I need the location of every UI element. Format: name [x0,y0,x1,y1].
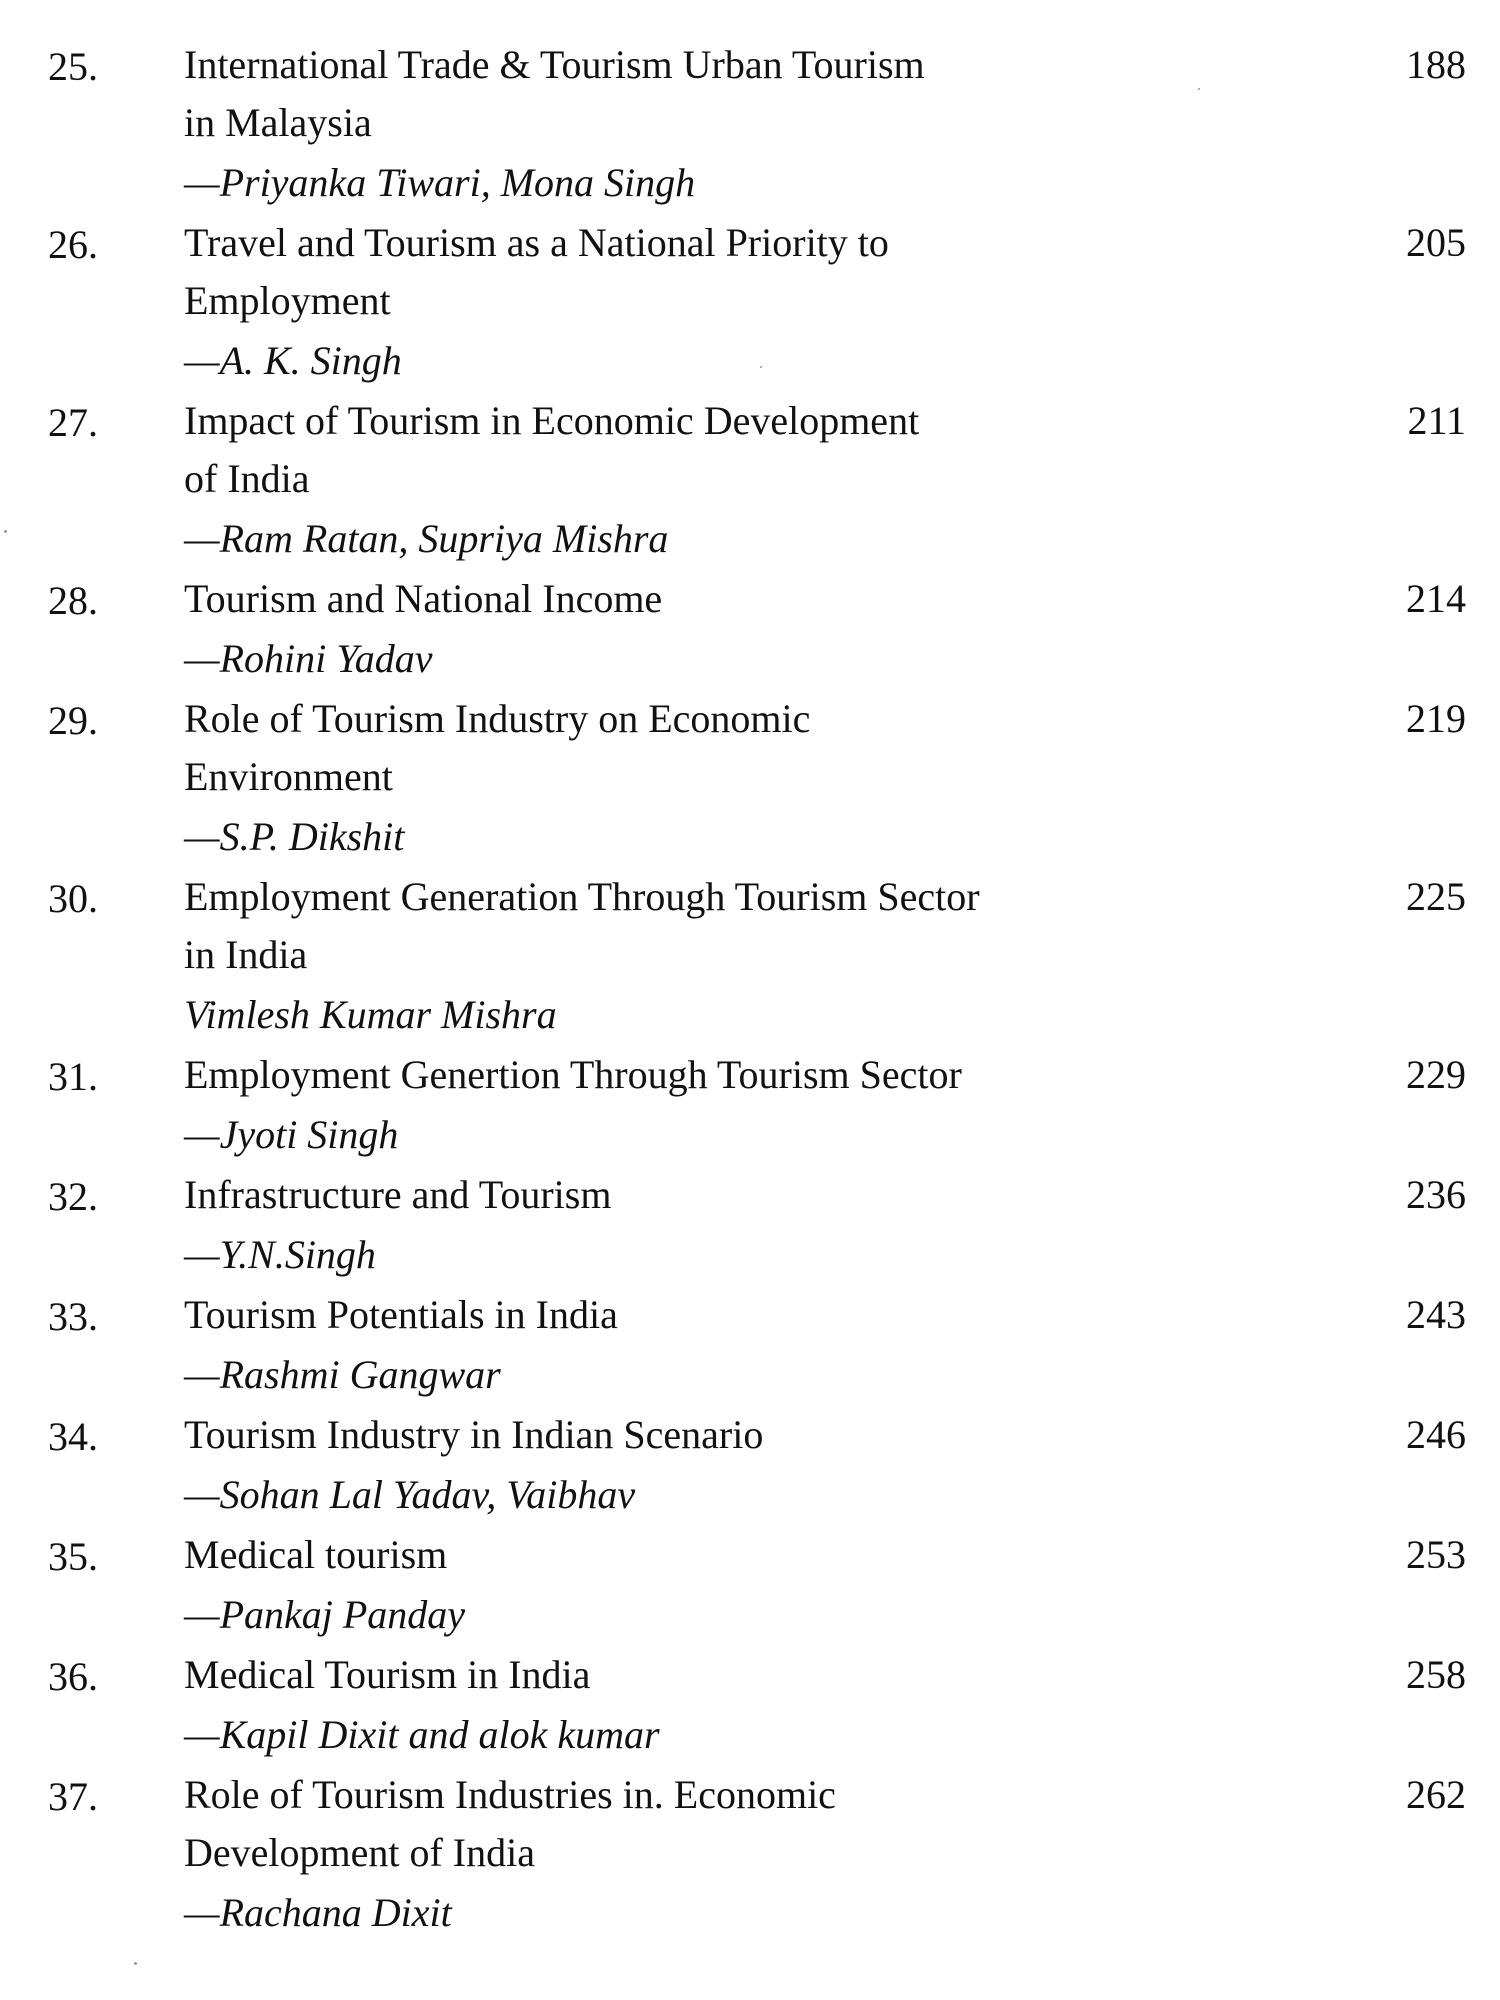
entry-title [184,36,1238,152]
entry-number: 36. [48,1654,98,1699]
entry-page-number: 246 [1406,1412,1466,1457]
entry-number: 37. [48,1774,98,1819]
toc-entry [48,868,1468,1046]
entry-title-line: of India [184,456,310,501]
entry-author: —Rachana Dixit [184,1890,452,1935]
entry-author: —Jyoti Singh [184,1112,399,1157]
toc-entry [48,1766,1468,1944]
scan-speck [1198,88,1200,90]
entry-title-line: Tourism Potentials in India [184,1292,618,1337]
entry-number: 29. [48,698,98,743]
entry-number: 35. [48,1534,98,1579]
toc-entry [48,570,1468,690]
entry-number: 34. [48,1414,98,1459]
entry-page-number: 211 [1407,398,1466,443]
scan-speck [4,530,7,533]
entry-title [184,1406,1238,1464]
entry-page-number: 225 [1406,874,1466,919]
entry-title-line: in India [184,932,308,977]
toc-entry [48,1166,1468,1286]
entry-number: 28. [48,578,98,623]
entry-number: 25. [48,44,98,89]
entry-page-number: 205 [1406,220,1466,265]
toc-entry [48,214,1468,392]
entry-page-number: 219 [1406,696,1466,741]
entry-title [184,570,1238,628]
entry-title [184,214,1238,330]
entry-author: —Rohini Yadav [184,636,433,681]
entry-page-number: 229 [1406,1052,1466,1097]
entry-number: 31. [48,1054,98,1099]
entry-title [184,1166,1238,1224]
table-of-contents [48,36,1468,1944]
entry-title-line: Employment [184,278,391,323]
entry-page-number: 258 [1406,1652,1466,1697]
entry-number: 32. [48,1174,98,1219]
toc-entry [48,1526,1468,1646]
entry-title-line: Development of India [184,1830,535,1875]
entry-author: Vimlesh Kumar Mishra [184,992,557,1037]
entry-page-number: 262 [1406,1772,1466,1817]
entry-title [184,1526,1238,1584]
entry-title-line: Impact of Tourism in Economic Development [184,398,920,443]
entry-title-line: Employment Genertion Through Tourism Sector [184,1052,962,1097]
toc-entry [48,392,1468,570]
entry-title-line: Role of Tourism Industries in. Economic [184,1772,836,1817]
entry-title-line: Tourism and National Income [184,576,663,621]
entry-title [184,868,1238,984]
toc-entry [48,36,1468,214]
entry-title [184,392,1238,508]
entry-number: 26. [48,222,98,267]
toc-entry [48,1046,1468,1166]
entry-author: —Y.N.Singh [184,1232,376,1277]
entry-title-line: Medical Tourism in India [184,1652,591,1697]
entry-page-number: 243 [1406,1292,1466,1337]
entry-author: —Kapil Dixit and alok kumar [184,1712,660,1757]
toc-entry [48,1646,1468,1766]
entry-author: —Pankaj Panday [184,1592,466,1637]
entry-title [184,1046,1238,1104]
entry-page-number: 214 [1406,576,1466,621]
entry-title [184,1286,1238,1344]
toc-entry [48,1406,1468,1526]
entry-author: —Priyanka Tiwari, Mona Singh [184,160,696,205]
scan-speck [134,1962,137,1965]
entry-title [184,1646,1238,1704]
entry-author: —S.P. Dikshit [184,814,405,859]
entry-title [184,690,1238,806]
entry-title-line: Medical tourism [184,1532,448,1577]
toc-entry [48,1286,1468,1406]
entry-number: 27. [48,400,98,445]
entry-title-line: International Trade & Tourism Urban Tourism [184,42,925,87]
entry-title [184,1766,1238,1882]
entry-author: —Ram Ratan, Supriya Mishra [184,516,669,561]
scan-speck [760,366,762,368]
toc-entry [48,690,1468,868]
entry-title-line: Infrastructure and Tourism [184,1172,612,1217]
entry-page-number: 188 [1406,42,1466,87]
entry-title-line: Travel and Tourism as a National Priority to [184,220,889,265]
entry-author: —A. K. Singh [184,338,402,383]
entry-author: —Rashmi Gangwar [184,1352,501,1397]
entry-title-line: Environment [184,754,393,799]
entry-number: 30. [48,876,98,921]
entry-author: —Sohan Lal Yadav, Vaibhav [184,1472,636,1517]
entry-title-line: Employment Generation Through Tourism Sector [184,874,980,919]
entry-title-line: Role of Tourism Industry on Economic [184,696,811,741]
entry-page-number: 253 [1406,1532,1466,1577]
entry-title-line: in Malaysia [184,100,372,145]
entry-title-line: Tourism Industry in Indian Scenario [184,1412,764,1457]
entry-number: 33. [48,1294,98,1339]
entry-page-number: 236 [1406,1172,1466,1217]
